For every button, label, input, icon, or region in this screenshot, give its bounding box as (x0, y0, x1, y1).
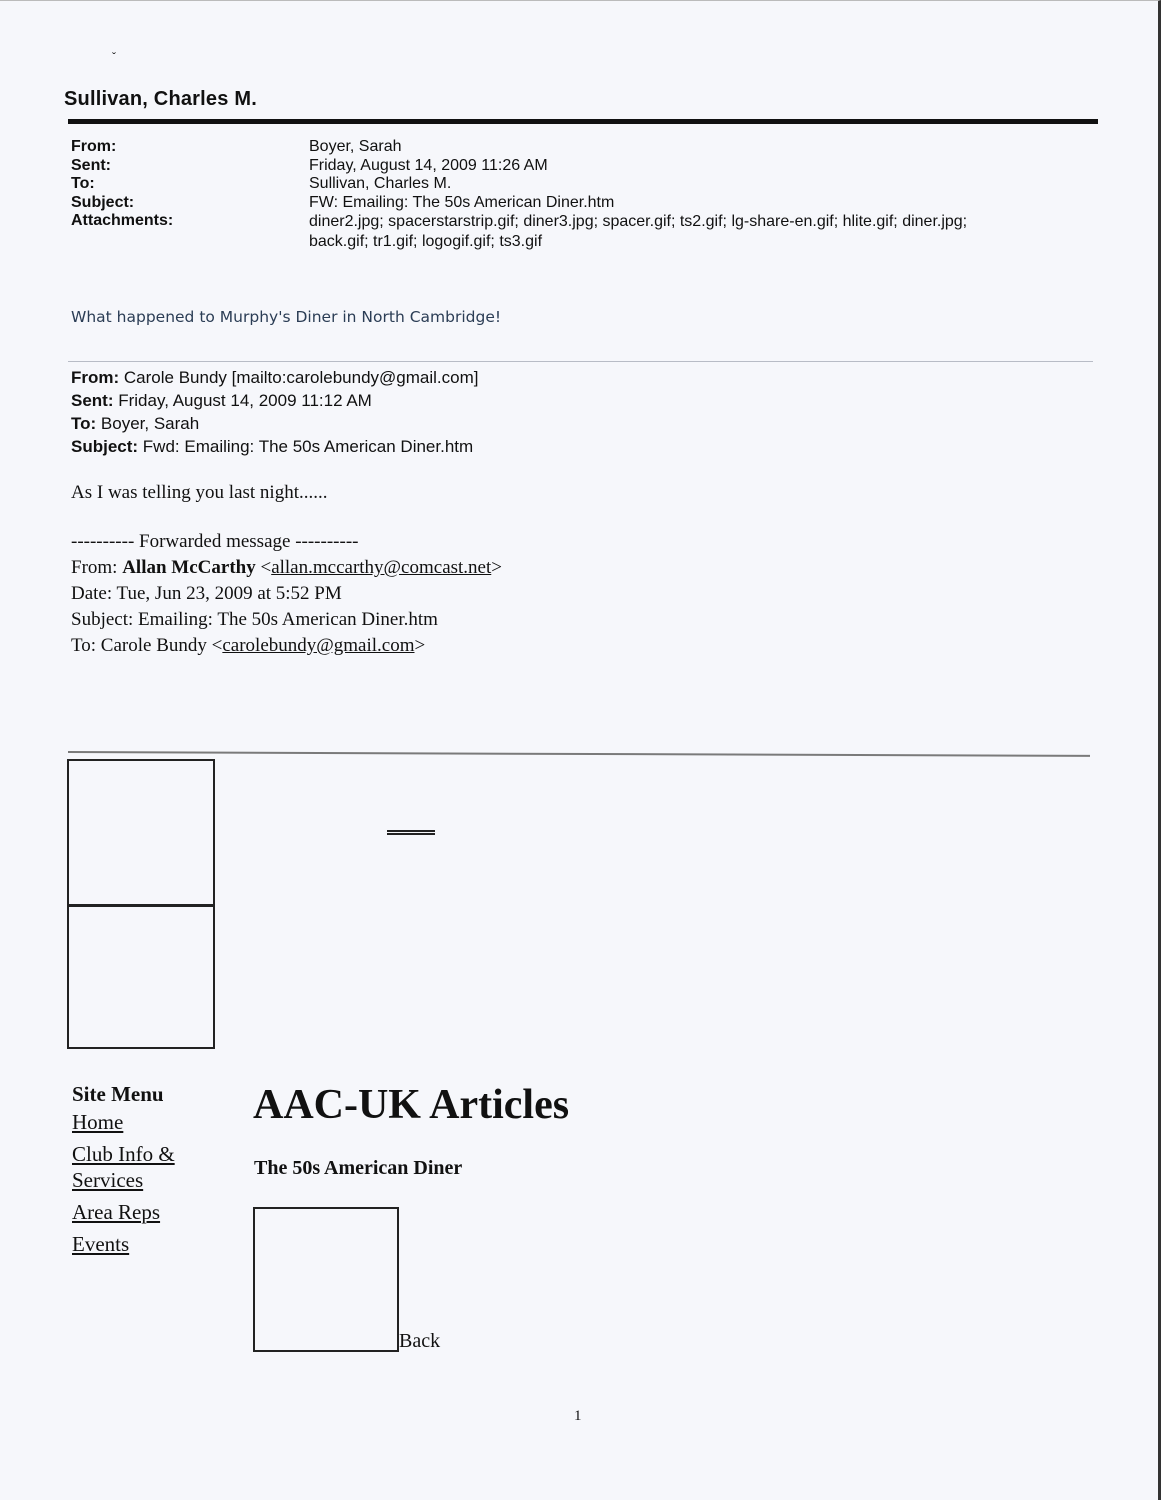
attachments-line-2[interactable]: back.gif; tr1.gif; logogif.gif; ts3.gif (309, 233, 543, 250)
attachments-line-1[interactable]: diner2.jpg; spacerstarstrip.gif; diner3.jpg; spacer.gif; ts2.gif; lg-share-en.gif; hlite.gif; diner.jpg; (309, 213, 968, 230)
quote-separator (68, 361, 1093, 362)
body-note: What happened to Murphy's Diner in North Cambridge! (71, 308, 502, 326)
fwd-to-row (71, 412, 479, 435)
to-value: Sullivan, Charles M. (309, 175, 452, 192)
fwd-from-label: From: (71, 368, 120, 387)
forwarded-banner: ---------- Forwarded message ---------- (71, 531, 359, 552)
forwarded-to-email-link[interactable]: carolebundy@gmail.com (222, 635, 415, 656)
forwarded-header (71, 366, 479, 458)
forwarded-to: To: Carole Bundy <carolebundy@gmail.com> (71, 635, 426, 656)
from-label: From: (71, 138, 117, 155)
fwd-sent-value: Friday, August 14, 2009 11:12 AM (118, 391, 372, 410)
spacer-image (387, 830, 435, 835)
image-divider (69, 904, 213, 907)
page-number: 1 (574, 1408, 582, 1424)
subject-label: Subject: (71, 193, 135, 211)
sent-label: Sent: (71, 156, 111, 174)
articles-title: AAC-UK Articles (253, 1082, 570, 1128)
forwarded-from-name: Allan McCarthy (122, 557, 256, 578)
forwarded-message (71, 529, 502, 659)
forwarded-date: Date: Tue, Jun 23, 2009 at 5:52 PM (71, 583, 342, 604)
from-value: Boyer, Sarah (309, 138, 402, 155)
subject-value: FW: Emailing: The 50s American Diner.htm (309, 193, 615, 211)
mailbox-owner: Sullivan, Charles M. (64, 88, 257, 110)
forwarded-to-prefix: To: Carole Bundy (71, 635, 212, 656)
sent-value: Friday, August 14, 2009 11:26 AM (309, 156, 548, 174)
fwd-subject-value: Fwd: Emailing: The 50s American Diner.htm (142, 437, 474, 456)
site-menu-title: Site Menu (72, 1082, 164, 1106)
attachments-value[interactable] (309, 212, 1099, 252)
fwd-from-row (71, 366, 479, 389)
header-rule (68, 119, 1098, 124)
fwd-sent-label: Sent: (71, 391, 114, 410)
fwd-subject-row (71, 435, 479, 458)
fwd-to-label: To: (71, 414, 97, 433)
site-menu (72, 1079, 212, 1263)
content-separator (68, 751, 1090, 757)
fwd-subject-label: Subject: (71, 437, 139, 456)
message-text: As I was telling you last night...... (71, 482, 328, 503)
menu-link-club-info[interactable]: Club Info & Services (72, 1142, 175, 1192)
menu-link-area-reps[interactable]: Area Reps (72, 1200, 161, 1224)
article-subtitle: The 50s American Diner (254, 1157, 463, 1179)
forwarded-from-prefix: From: (71, 557, 123, 578)
fwd-from-value: Carole Bundy [mailto:carolebundy@gmail.com] (123, 368, 479, 387)
fwd-to-value: Boyer, Sarah (100, 414, 200, 433)
menu-link-home[interactable]: Home (72, 1110, 124, 1134)
attachments-label: Attachments: (71, 212, 174, 229)
fwd-sent-row (71, 389, 479, 412)
forwarded-subject: Subject: Emailing: The 50s American Diner.htm (71, 609, 438, 630)
menu-link-events[interactable]: Events (72, 1232, 130, 1256)
forwarded-from: From: Allan McCarthy <allan.mccarthy@comcast.net> (71, 557, 502, 578)
back-link[interactable]: Back (399, 1330, 441, 1352)
scan-mark: ˇ (112, 50, 116, 64)
logo-image-placeholder (67, 759, 215, 1049)
forwarded-from-email-link[interactable]: allan.mccarthy@comcast.net (271, 557, 492, 578)
to-label: To: (71, 175, 95, 192)
article-image-placeholder (253, 1207, 399, 1352)
